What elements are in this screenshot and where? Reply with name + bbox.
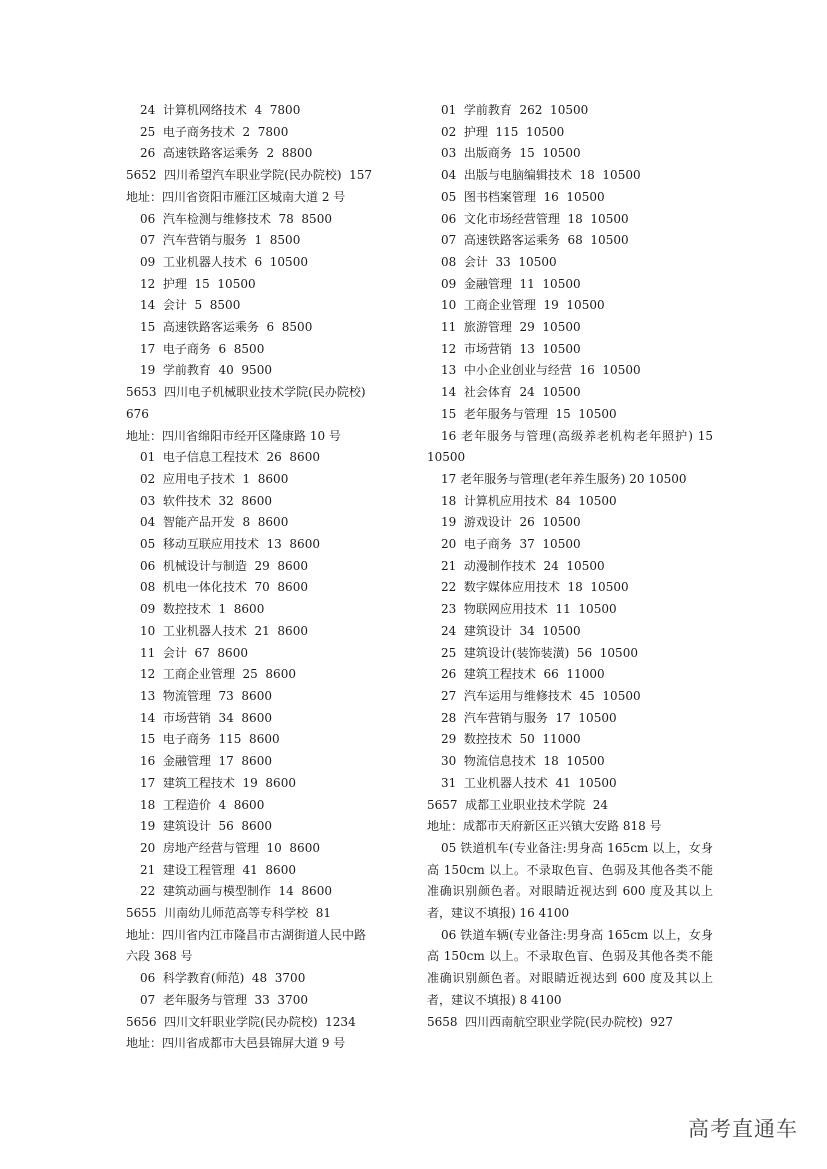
major-entry: 21 建设工程管理 41 8600 bbox=[140, 862, 296, 877]
major-entry: 11 会计 67 8600 bbox=[140, 645, 248, 660]
major-entry: 31 工业机器人技术 41 10500 bbox=[441, 775, 617, 790]
major-entry: 09 数控技术 1 8600 bbox=[140, 602, 265, 617]
major-entry: 01 电子信息工程技术 26 8600 bbox=[140, 450, 320, 465]
school-entry: 地址：四川省资阳市雁江区城南大道 2 号 bbox=[126, 189, 346, 204]
school-entry: 5656 四川文轩职业学院(民办院校) 1234 bbox=[126, 1014, 356, 1029]
major-entry: 21 动漫制作技术 24 10500 bbox=[441, 558, 605, 573]
major-entry: 07 高速铁路客运乘务 68 10500 bbox=[441, 233, 629, 248]
major-entry: 13 物流管理 73 8600 bbox=[140, 688, 272, 703]
major-entry: 06 科学教育(师范) 48 3700 bbox=[140, 971, 306, 986]
major-entry: 12 护理 15 10500 bbox=[140, 276, 256, 291]
major-entry: 28 汽车营销与服务 17 10500 bbox=[441, 710, 617, 725]
major-entry: 19 学前教育 40 9500 bbox=[140, 363, 272, 378]
major-entry: 01 学前教育 262 10500 bbox=[441, 103, 589, 117]
major-entry: 02 护理 115 10500 bbox=[441, 124, 565, 139]
major-entry: 03 软件技术 32 8600 bbox=[140, 493, 272, 508]
major-entry: 05 移动互联应用技术 13 8600 bbox=[140, 537, 320, 552]
school-entry: 地址：四川省绵阳市经开区隆康路 10 号 bbox=[126, 428, 341, 443]
major-entry: 17 电子商务 6 8500 bbox=[140, 341, 265, 356]
school-entry: 5658 四川西南航空职业学院(民办院校) 927 bbox=[427, 1014, 674, 1029]
school-entry: 地址：成都市天府新区正兴镇大安路 818 号 bbox=[427, 819, 662, 834]
major-entry: 20 房地产经营与管理 10 8600 bbox=[140, 840, 320, 855]
major-entry: 11 旅游管理 29 10500 bbox=[441, 320, 581, 335]
major-entry: 10 工商企业管理 19 10500 bbox=[441, 298, 605, 313]
major-entry: 30 物流信息技术 18 10500 bbox=[441, 754, 605, 769]
major-entry: 18 计算机应用技术 84 10500 bbox=[441, 493, 617, 508]
major-entry: 24 计算机网络技术 4 7800 bbox=[140, 103, 301, 117]
major-entry: 13 中小企业创业与经营 16 10500 bbox=[441, 363, 641, 378]
major-entry: 12 工商企业管理 25 8600 bbox=[140, 667, 296, 682]
major-entry: 03 出版商务 15 10500 bbox=[441, 146, 581, 161]
major-entry: 16 老年服务与管理(高级养老机构老年照护) 15 10500 bbox=[427, 428, 713, 465]
major-entry: 27 汽车运用与维修技术 45 10500 bbox=[441, 688, 641, 703]
school-entry: 地址：四川省内江市隆昌市古湖街道人民中路 bbox=[126, 927, 367, 942]
major-entry: 19 建筑设计 56 8600 bbox=[140, 819, 272, 834]
major-entry: 20 电子商务 37 10500 bbox=[441, 537, 581, 552]
major-entry: 08 机电一体化技术 70 8600 bbox=[140, 580, 308, 595]
school-entry: 5652 四川希望汽车职业学院(民办院校) 157 bbox=[126, 168, 373, 183]
school-entry: 5657 成都工业职业技术学院 24 bbox=[427, 797, 609, 812]
watermark-logo: 高考直通车 bbox=[688, 1117, 798, 1141]
major-entry: 09 工业机器人技术 6 10500 bbox=[140, 254, 308, 269]
major-entry: 14 会计 5 8500 bbox=[140, 298, 241, 313]
major-entry: 22 数字媒体应用技术 18 10500 bbox=[441, 580, 629, 595]
major-entry: 04 出版与电脑编辑技术 18 10500 bbox=[441, 168, 641, 183]
major-entry: 14 市场营销 34 8600 bbox=[140, 710, 272, 725]
major-entry: 26 建筑工程技术 66 11000 bbox=[441, 667, 605, 682]
school-entry: 5653 四川电子机械职业技术学院(民办院校) bbox=[126, 385, 366, 400]
major-entry: 09 金融管理 11 10500 bbox=[441, 276, 581, 291]
major-entry: 23 物联网应用技术 11 10500 bbox=[441, 602, 617, 617]
major-entry: 22 建筑动画与模型制作 14 8600 bbox=[140, 884, 332, 899]
school-entry: 676 bbox=[126, 406, 149, 421]
major-entry: 07 汽车营销与服务 1 8500 bbox=[140, 233, 301, 248]
major-entry: 06 机械设计与制造 29 8600 bbox=[140, 558, 308, 573]
major-entry: 05 图书档案管理 16 10500 bbox=[441, 189, 605, 204]
major-entry: 10 工业机器人技术 21 8600 bbox=[140, 623, 308, 638]
major-entry: 26 高速铁路客运乘务 2 8800 bbox=[140, 146, 313, 161]
left-column bbox=[126, 100, 426, 1055]
major-entry: 04 智能产品开发 8 8600 bbox=[140, 515, 289, 530]
major-entry: 15 电子商务 115 8600 bbox=[140, 732, 280, 747]
major-entry: 02 应用电子技术 1 8600 bbox=[140, 471, 289, 486]
major-entry: 06 铁道车辆(专业备注:男身高 165cm 以上，女身高 150cm 以上。不录取色盲、色弱及其他各类不能准确识别颜色者。对眼睛近视达到 600 度及其以上者，建议不填报) 8 4100 bbox=[427, 927, 713, 1007]
major-entry: 07 老年服务与管理 33 3700 bbox=[140, 992, 308, 1007]
major-entry: 19 游戏设计 26 10500 bbox=[441, 515, 581, 530]
major-entry: 18 工程造价 4 8600 bbox=[140, 797, 265, 812]
major-entry: 12 市场营销 13 10500 bbox=[441, 341, 581, 356]
major-entry: 17 建筑工程技术 19 8600 bbox=[140, 775, 296, 790]
right-column bbox=[427, 100, 713, 1033]
school-entry: 5655 川南幼儿师范高等专科学校 81 bbox=[126, 906, 332, 921]
major-entry: 17 老年服务与管理(老年养生服务) 20 10500 bbox=[441, 471, 687, 486]
major-entry: 29 数控技术 50 11000 bbox=[441, 732, 581, 747]
major-entry: 25 建筑设计(装饰装潢) 56 10500 bbox=[441, 645, 638, 660]
major-entry: 05 铁道机车(专业备注:男身高 165cm 以上，女身高 150cm 以上。不录取色盲、色弱及其他各类不能准确识别颜色者。对眼睛近视达到 600 度及其以上者，建议不填报) 16 4100 bbox=[427, 840, 713, 921]
major-entry: 08 会计 33 10500 bbox=[441, 254, 557, 269]
school-entry: 地址：四川省成都市大邑县锦屏大道 9 号 bbox=[126, 1036, 346, 1051]
major-entry: 16 金融管理 17 8600 bbox=[140, 754, 272, 769]
school-entry: 六段 368 号 bbox=[126, 949, 193, 964]
major-entry: 24 建筑设计 34 10500 bbox=[441, 623, 581, 638]
major-entry: 14 社会体育 24 10500 bbox=[441, 385, 581, 400]
major-entry: 15 老年服务与管理 15 10500 bbox=[441, 406, 617, 421]
major-entry: 15 高速铁路客运乘务 6 8500 bbox=[140, 320, 313, 335]
major-entry: 25 电子商务技术 2 7800 bbox=[140, 124, 289, 139]
major-entry: 06 汽车检测与维修技术 78 8500 bbox=[140, 211, 332, 226]
major-entry: 06 文化市场经营管理 18 10500 bbox=[441, 211, 629, 226]
